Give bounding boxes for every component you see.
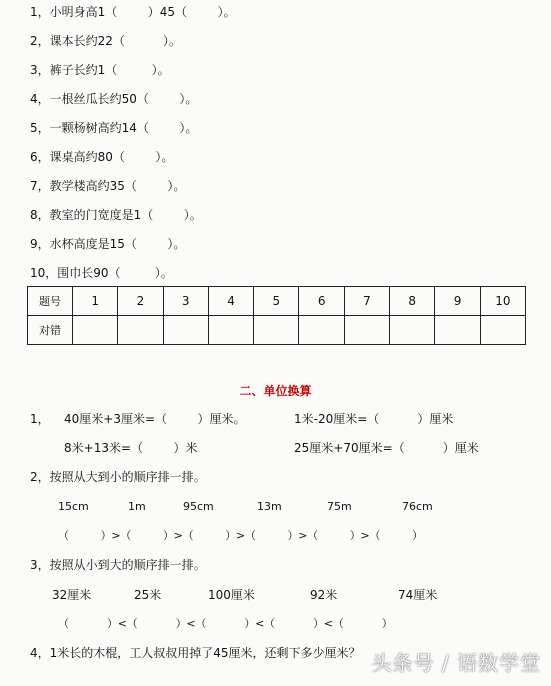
conversion-number: 1， (30, 412, 50, 426)
table-cell-number: 9 (435, 287, 480, 316)
q2-item: 1m (128, 500, 146, 513)
q2-item: 76cm (402, 500, 433, 513)
question-line-4: 4，一根丝瓜长约50（ ）。 (30, 92, 198, 106)
table-cell-answer[interactable] (390, 316, 435, 345)
section-title: 二、单位换算 (239, 384, 312, 398)
q3-prompt: 3，按照从小到大的顺序排一排。 (30, 558, 206, 572)
table-cell-answer[interactable] (118, 316, 163, 345)
question-line-6: 6，课桌高约80（ ）。 (30, 150, 174, 164)
table-cell-answer[interactable] (73, 316, 118, 345)
q3-item: 74厘米 (398, 588, 438, 602)
watermark: 头条号 / 语数学堂 (371, 651, 541, 675)
table-header-answer: 对错 (28, 316, 73, 345)
table-cell-answer[interactable] (480, 316, 525, 345)
table-cell-answer[interactable] (208, 316, 253, 345)
question-line-8: 8，教室的门宽度是1（ ）。 (30, 208, 202, 222)
conversion-row2-right: 25厘米+70厘米=（ ）厘米 (294, 441, 479, 455)
table-row-answers (28, 316, 526, 345)
q3-item: 32厘米 (52, 588, 92, 602)
table-row-numbers (28, 287, 526, 316)
q2-item: 13m (257, 500, 282, 513)
question-line-9: 9，水杯高度是15（ ）。 (30, 237, 186, 251)
q2-prompt: 2，按照从大到小的顺序排一排。 (30, 470, 206, 484)
table-cell-number: 3 (163, 287, 208, 316)
answer-table (27, 286, 526, 345)
q3-order-blanks[interactable]: （ ）<（ ）<（ ）<（ ）<（ ） (58, 617, 393, 630)
conversion-row1-left: 40厘米+3厘米=（ ）厘米。 (64, 412, 246, 426)
table-cell-number: 4 (208, 287, 253, 316)
q3-item: 100厘米 (208, 588, 255, 602)
table-cell-number: 5 (254, 287, 299, 316)
q2-order-blanks[interactable]: （ ）>（ ）>（ ）>（ ）>（ ）>（ ） (58, 529, 423, 542)
q2-item: 95cm (183, 500, 214, 513)
table-cell-answer[interactable] (299, 316, 344, 345)
table-cell-number: 7 (344, 287, 389, 316)
table-cell-number: 10 (480, 287, 525, 316)
table-cell-number: 6 (299, 287, 344, 316)
table-header-number: 题号 (28, 287, 73, 316)
table-cell-answer[interactable] (254, 316, 299, 345)
q2-item: 15cm (58, 500, 89, 513)
table-cell-number: 1 (73, 287, 118, 316)
q3-item: 92米 (310, 588, 338, 602)
question-line-2: 2，课本长约22（ ）。 (30, 34, 182, 48)
conversion-row2-left: 8米+13米=（ ）米 (64, 441, 198, 455)
conversion-row1-right: 1米-20厘米=（ ）厘米 (294, 412, 454, 426)
q2-item: 75m (327, 500, 352, 513)
table-cell-answer[interactable] (344, 316, 389, 345)
table-cell-answer[interactable] (435, 316, 480, 345)
question-line-1: 1，小明身高1（ ）45（ ）。 (30, 5, 236, 19)
question-line-10: 10，围巾长90（ ）。 (30, 266, 173, 280)
table-cell-answer[interactable] (163, 316, 208, 345)
table-cell-number: 2 (118, 287, 163, 316)
question-line-3: 3，裤子长约1（ ）。 (30, 63, 170, 77)
question-line-5: 5，一颗杨树高约14（ ）。 (30, 121, 198, 135)
q4-prompt: 4，1米长的木棍，工人叔叔用掉了45厘米，还剩下多少厘米？ (30, 646, 361, 660)
table-cell-number: 8 (390, 287, 435, 316)
question-line-7: 7，教学楼高约35（ ）。 (30, 179, 186, 193)
q3-item: 25米 (134, 588, 162, 602)
